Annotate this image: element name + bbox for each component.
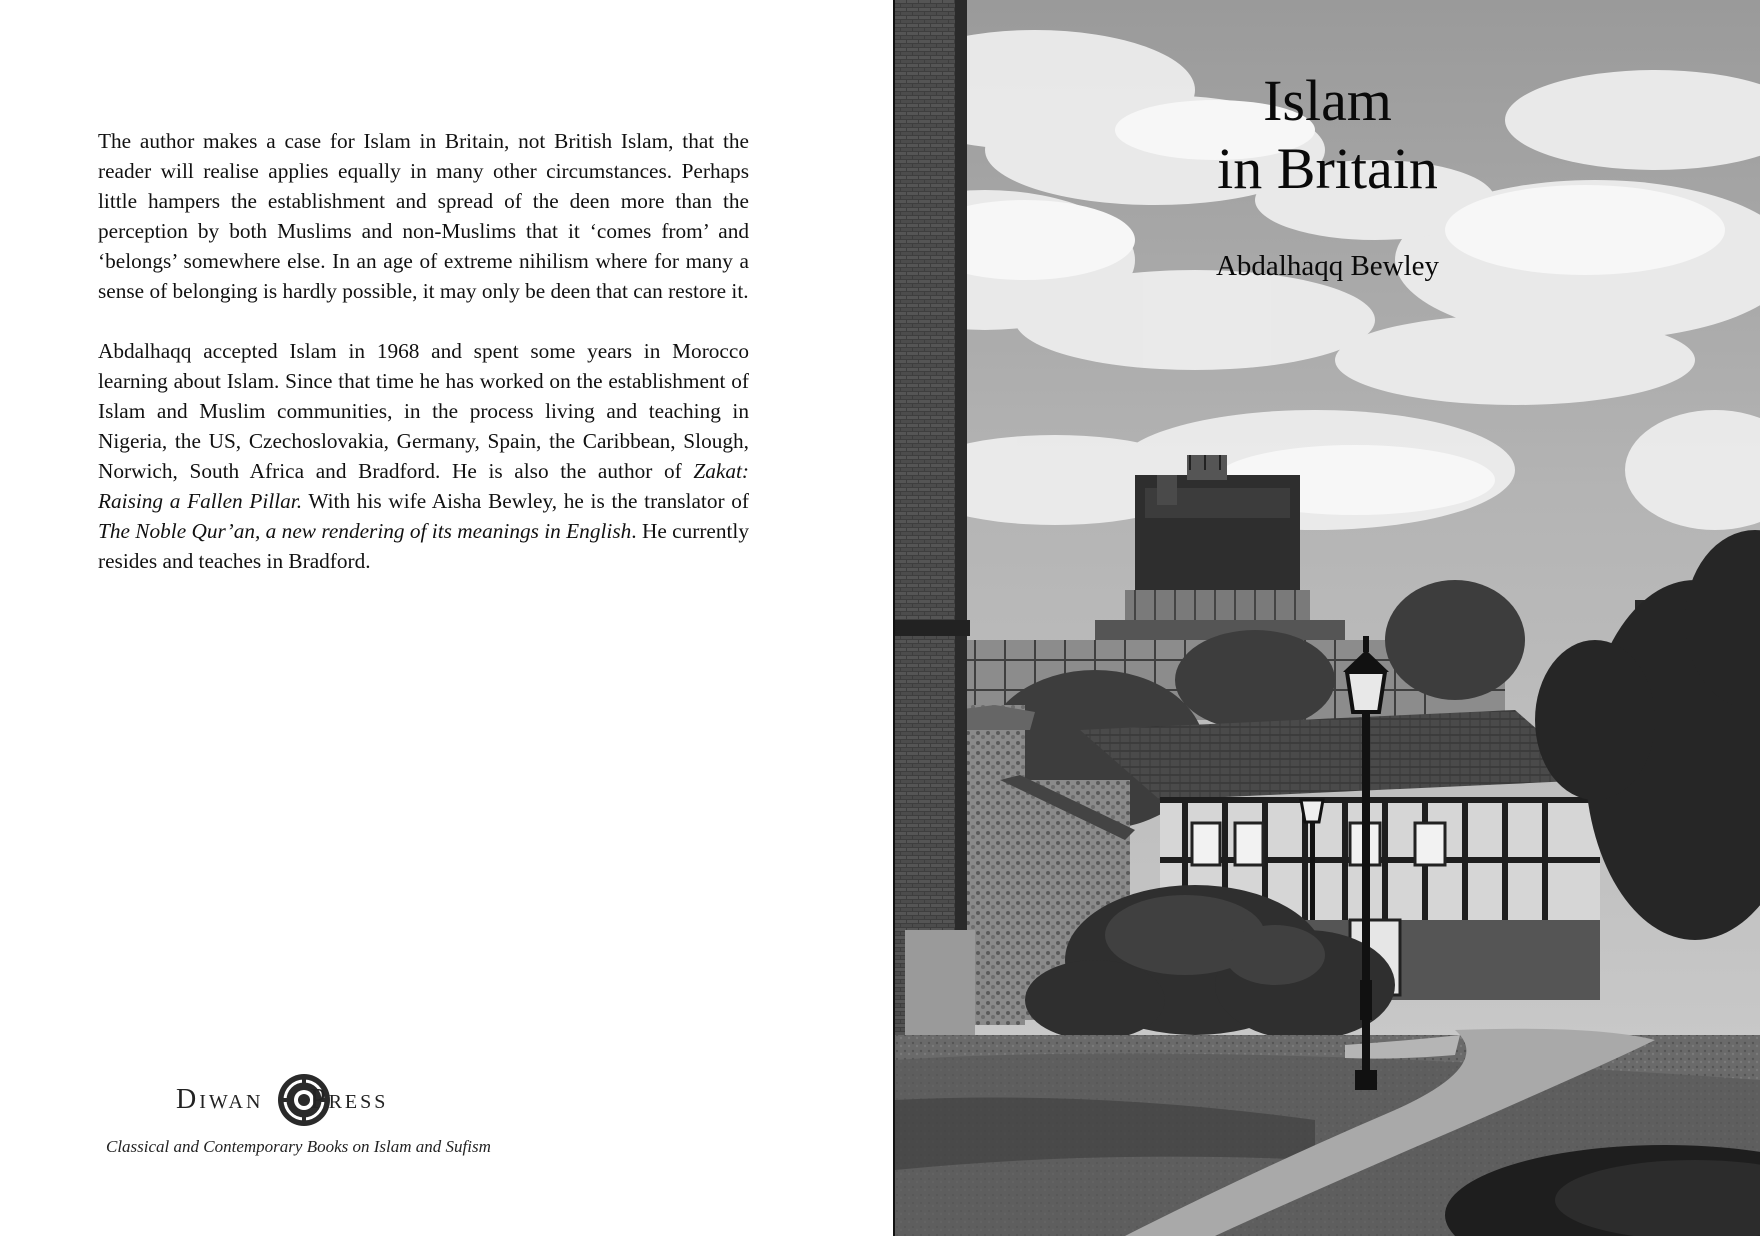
book-title-quran: The Noble Qur’an, a new rendering of its meanings in English [98,519,632,543]
publisher-logo [172,1070,442,1130]
author-name: Abdalhaqq Bewley [1215,250,1440,282]
book-title-line-1: Islam [1263,68,1392,133]
book-title-zakat: Zakat: Raising a Fallen Pillar. [98,459,749,513]
publisher-name-left: Diwan [176,1084,264,1115]
author-bio-text: With his wife Aisha Bewley, he is the translator of [302,489,750,513]
back-cover-blurb [98,126,749,576]
blurb-paragraph-2 [98,336,749,576]
author-bio-text: Abdalhaqq accepted Islam in 1968 and spent some years in Morocco learning about Islam. Since that time he has worked on the establishment of Islam and Muslim communities, in the process living and teaching in Nigeria, the US, Czechoslovakia, Germany, Spain, the Caribbean, Slough, Norwich, South Africa and Bradford. He is also the author of [98,339,749,483]
front-cover [895,0,1760,1236]
publisher-name-right: Press [310,1084,389,1115]
blurb-paragraph-1: The author makes a case for Islam in Britain, not British Islam, that the reader will realise applies equally in many other circumstances. Perhaps little hampers the establishment and spread of the deen more than the perception by both Muslims and non-Muslims that it ‘comes from’ and ‘belongs’ somewhere else. In an age of extreme nihilism where for many a sense of belonging is hardly possible, it may only be deen that can restore it. [98,129,749,303]
publisher-tagline: Classical and Contemporary Books on Islam and Sufism [106,1137,491,1156]
author-bio-text: . He currently resides and teaches in Bradford. [98,519,749,573]
book-title-line-2: in Britain [1217,136,1438,201]
